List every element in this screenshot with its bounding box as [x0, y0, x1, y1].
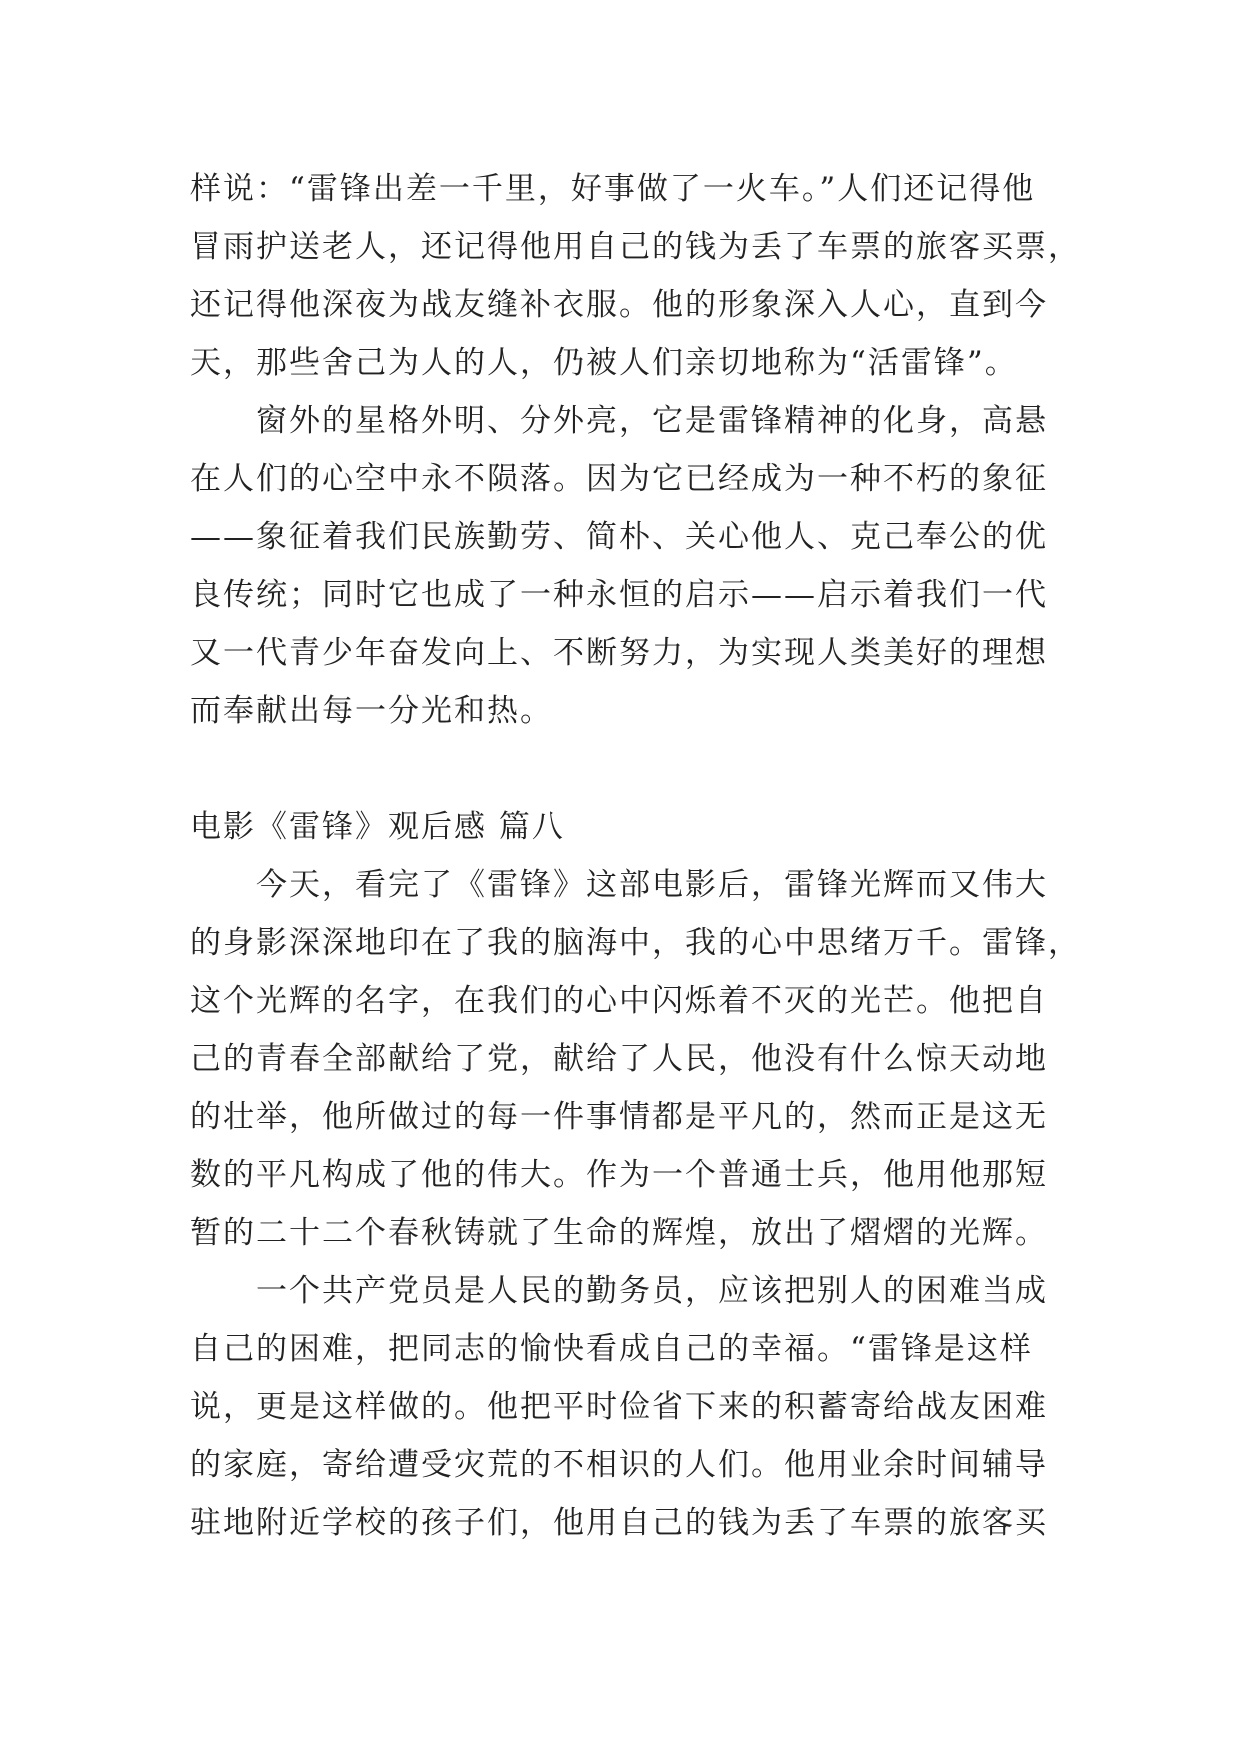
section-heading: 电影《雷锋》观后感 篇八 — [190, 809, 565, 845]
body-line: 的壮举，他所做过的每一件事情都是平凡的，然而正是这无 — [190, 1099, 1048, 1135]
body-line: ——象征着我们民族勤劳、简朴、关心他人、克己奉公的优 — [190, 519, 1048, 555]
body-line: 而奉献出每一分光和热。 — [190, 693, 553, 729]
paragraph-first-line: 一个共产党员是人民的勤务员，应该把别人的困难当成 — [256, 1273, 1048, 1309]
body-line: 样说：“雷锋出差一千里，好事做了一火车。”人们还记得他 — [190, 171, 1036, 207]
body-line: 的家庭，寄给遭受灾荒的不相识的人们。他用业余时间辅导 — [190, 1447, 1048, 1483]
body-line: 这个光辉的名字，在我们的心中闪烁着不灭的光芒。他把自 — [190, 983, 1048, 1019]
body-line: 冒雨护送老人，还记得他用自己的钱为丢了车票的旅客买票， — [190, 229, 1081, 265]
body-line: 己的青春全部献给了党，献给了人民，他没有什么惊天动地 — [190, 1041, 1048, 1077]
body-line: 还记得他深夜为战友缝补衣服。他的形象深入人心，直到今 — [190, 287, 1048, 323]
document-body — [190, 160, 1090, 1552]
body-line: 自己的困难，把同志的愉快看成自己的幸福。“雷锋是这样 — [190, 1331, 1033, 1367]
paragraph-first-line: 窗外的星格外明、分外亮，它是雷锋精神的化身，高悬 — [256, 403, 1048, 439]
body-line: 在人们的心空中永不陨落。因为它已经成为一种不朽的象征 — [190, 461, 1048, 497]
body-line: 说，更是这样做的。他把平时俭省下来的积蓄寄给战友困难 — [190, 1389, 1048, 1425]
body-line: 的身影深深地印在了我的脑海中，我的心中思绪万千。雷锋， — [190, 925, 1081, 961]
paragraph-first-line: 今天，看完了《雷锋》这部电影后，雷锋光辉而又伟大 — [256, 867, 1048, 903]
body-line: 暂的二十二个春秋铸就了生命的辉煌，放出了熠熠的光辉。 — [190, 1215, 1048, 1251]
section-gap — [190, 740, 1090, 798]
body-line: 驻地附近学校的孩子们，他用自己的钱为丢了车票的旅客买 — [190, 1505, 1048, 1541]
body-line: 又一代青少年奋发向上、不断努力，为实现人类美好的理想 — [190, 635, 1048, 671]
body-line: 天，那些舍己为人的人，仍被人们亲切地称为“活雷锋”。 — [190, 345, 1018, 381]
body-line: 数的平凡构成了他的伟大。作为一个普通士兵，他用他那短 — [190, 1157, 1048, 1193]
body-line: 良传统；同时它也成了一种永恒的启示——启示着我们一代 — [190, 577, 1048, 613]
